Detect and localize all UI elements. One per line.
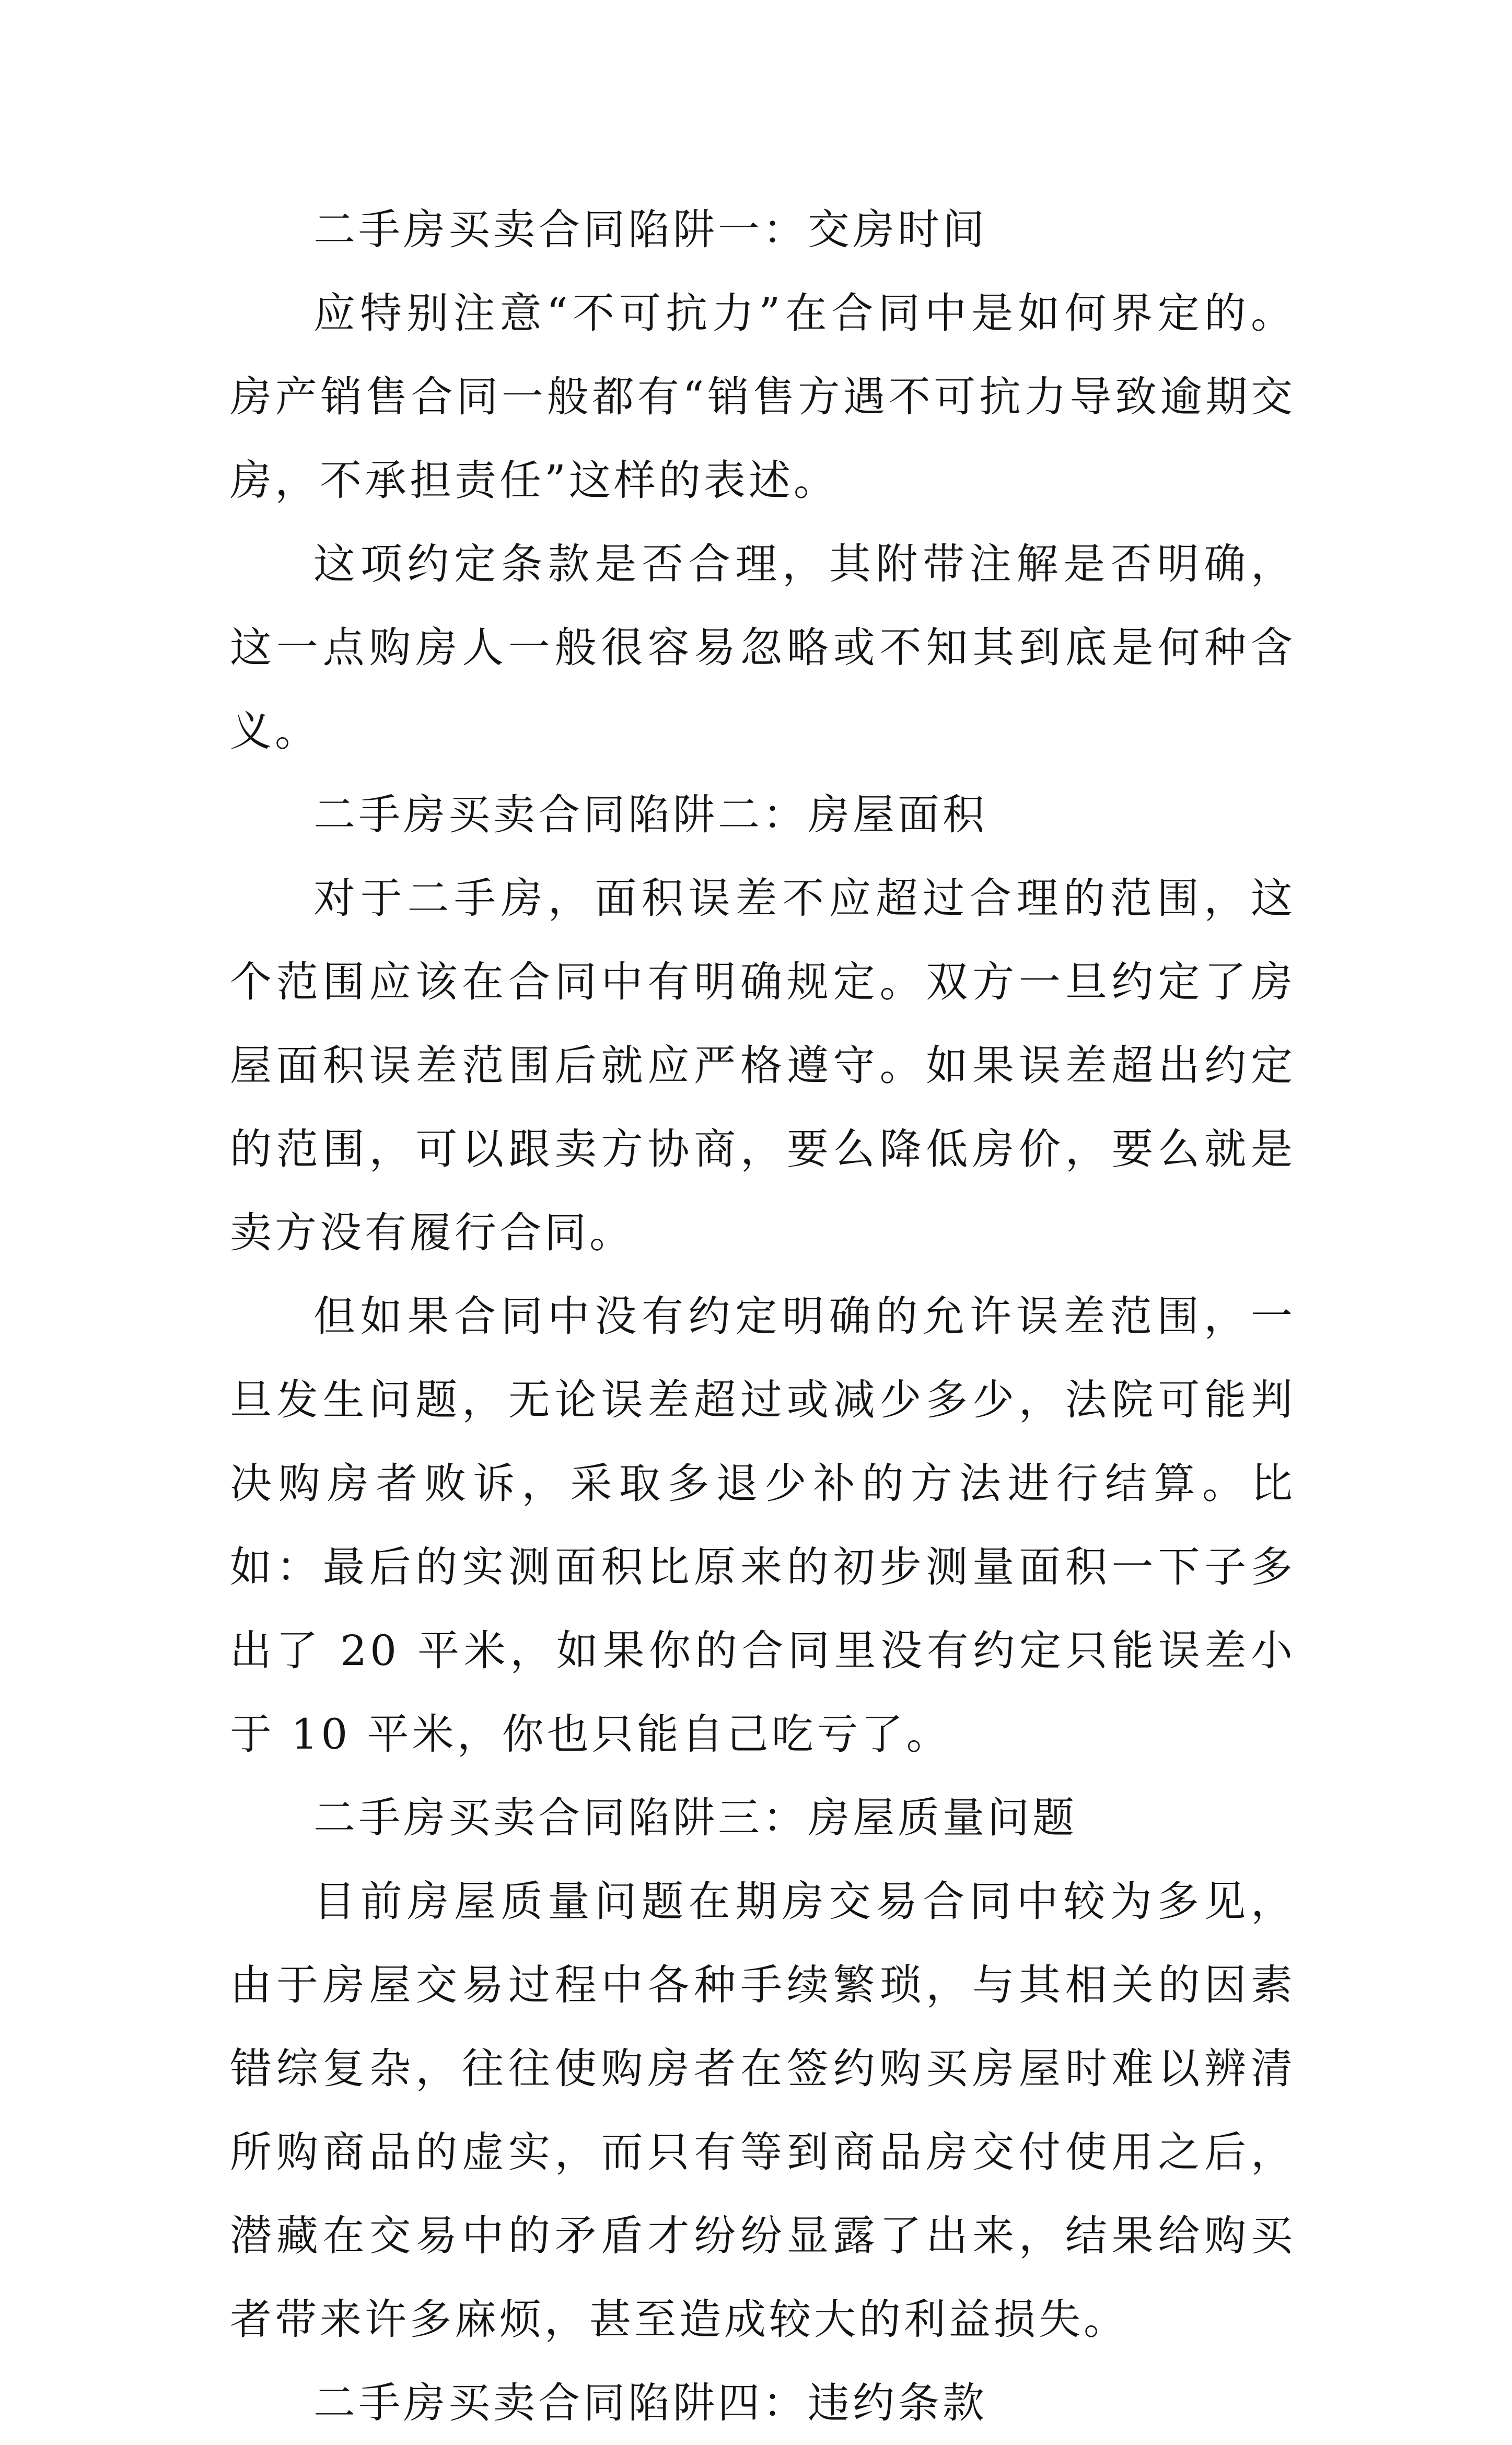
section-heading-4: 二手房买卖合同陷阱四：违约条款 — [313, 2379, 987, 2427]
body-paragraph: 应特别注意“不可抗力”在合同中是如何界定的。房产销售合同一般都有“销售方遇不可抗力导致逾期交房，不承担责任”这样的表述。 — [230, 289, 1296, 505]
body-paragraph: 这项约定条款是否合理，其附带注解是否明确，这一点购房人一般很容易忽略或不知其到底是何种含义。 — [230, 540, 1296, 755]
body-paragraph: 对于二手房，面积误差不应超过合理的范围，这个范围应该在合同中有明确规定。双方一旦约定了房屋面积误差范围后就应严格遵守。如果误差超出约定的范围，可以跟卖方协商，要么降低房价，要么就是卖方没有履行合同。 — [230, 874, 1296, 1257]
section-heading-3: 二手房买卖合同陷阱三：房屋质量问题 — [313, 1794, 1077, 1842]
document-body — [230, 188, 1296, 2445]
section-heading-1: 二手房买卖合同陷阱一：交房时间 — [313, 205, 987, 254]
body-paragraph: 但如果合同中没有约定明确的允许误差范围，一旦发生问题，无论误差超过或减少多少，法院可能判决购房者败诉，采取多退少补的方法进行结算。比如：最后的实测面积比原来的初步测量面积一下子多出了 20 平米，如果你的合同里没有约定只能误差小于 10 平米，你也只能自己吃亏了。 — [230, 1292, 1296, 1759]
body-paragraph: 目前房屋质量问题在期房交易合同中较为多见，由于房屋交易过程中各种手续繁琐，与其相关的因素错综复杂，往往使购房者在签约购买房屋时难以辨清所购商品的虚实，而只有等到商品房交付使用之后，潜藏在交易中的矛盾才纷纷显露了出来，结果给购买者带来许多麻烦，甚至造成较大的利益损失。 — [230, 1877, 1296, 2344]
section-heading-2: 二手房买卖合同陷阱二：房屋面积 — [313, 790, 987, 839]
